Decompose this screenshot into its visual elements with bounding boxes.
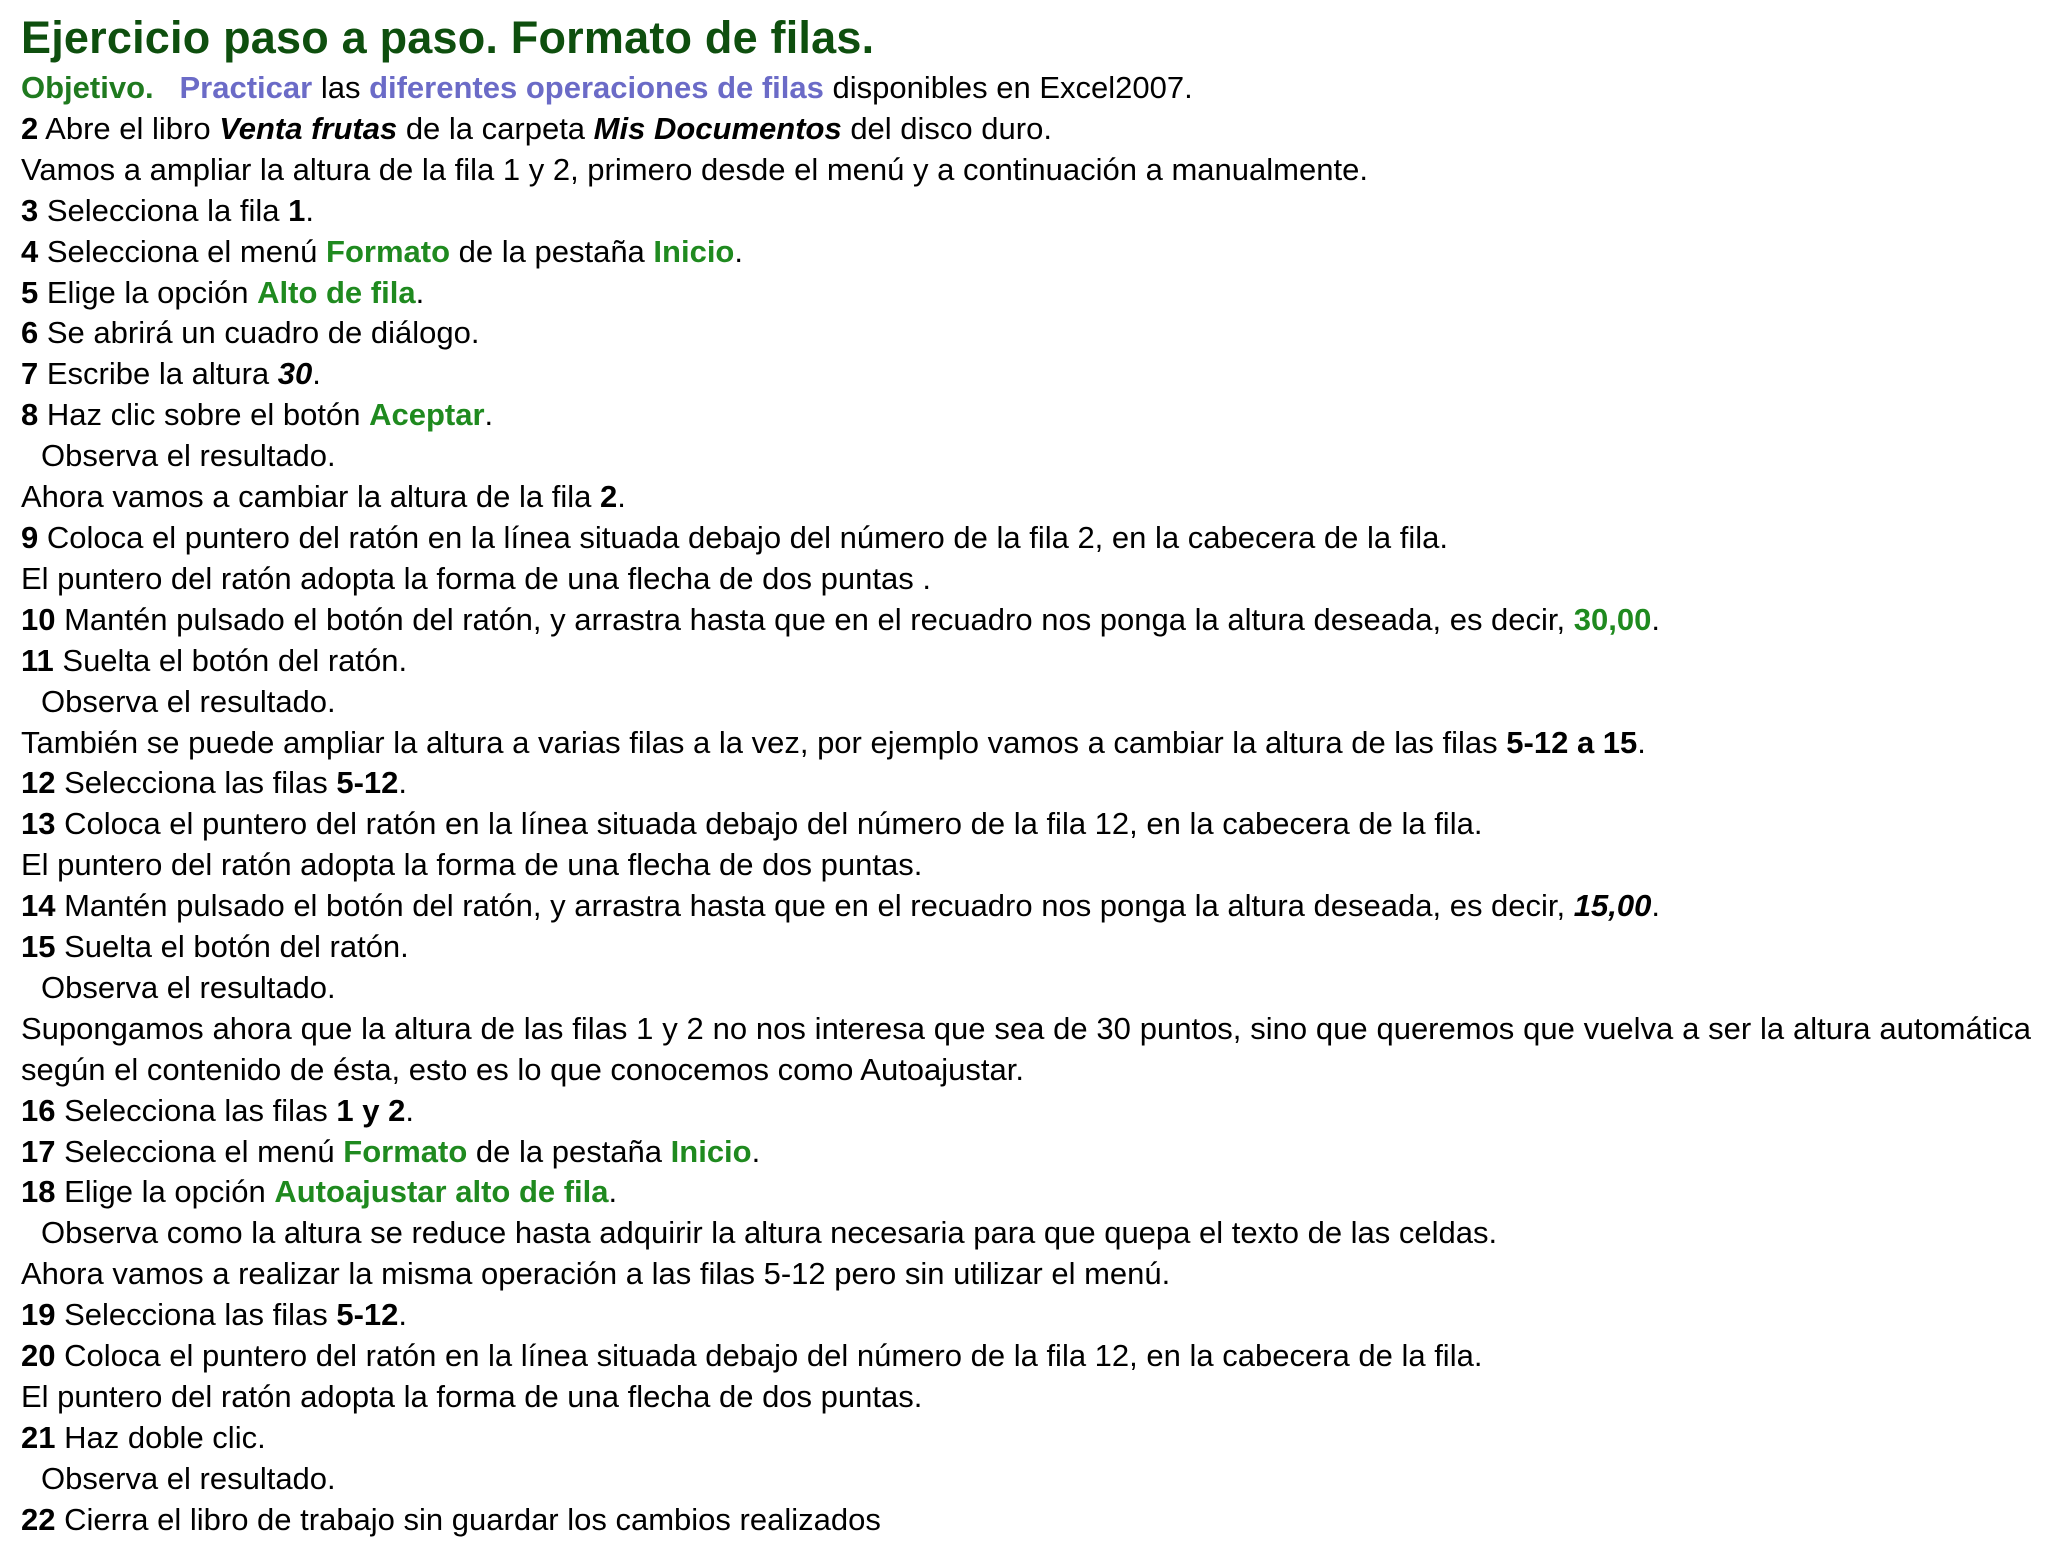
step-number: 18 — [21, 1174, 56, 1210]
step-number: 21 — [21, 1419, 56, 1455]
tab-inicio: Inicio — [670, 1133, 752, 1169]
step-number: 22 — [21, 1501, 56, 1537]
step-number: 14 — [21, 888, 56, 924]
folder-name: Mis Documentos — [593, 110, 842, 146]
intro-4: Supongamos ahora que la altura de las filas 1 y 2 no nos interesa que sea de 30 puntos, sino que queremos que vuelva a ser la altura automática según el contenido de ésta, esto es lo que conocemos como Autoajustar. — [21, 1010, 2031, 1087]
intro-2: Ahora vamos a cambiar la altura de la fila 2. — [21, 479, 626, 515]
step-number: 17 — [21, 1133, 56, 1169]
book-name: Venta frutas — [219, 110, 398, 146]
step-3: 3 Selecciona la fila 1. — [21, 192, 314, 228]
step-number: 10 — [21, 601, 56, 637]
height-value: 30,00 — [1573, 601, 1652, 637]
step-11: 11 Suelta el botón del ratón. — [21, 642, 408, 678]
step-number: 12 — [21, 765, 56, 801]
step-2: 2 Abre el libro Venta frutas de la carpeta Mis Documentos del disco duro. — [21, 110, 1052, 146]
step-number: 7 — [21, 356, 39, 392]
step-number: 9 — [21, 519, 39, 555]
step-4: 4 Selecciona el menú Formato de la pestaña Inicio. — [21, 233, 743, 269]
step-number: 6 — [21, 315, 39, 351]
page-title: Ejercicio paso a paso. Formato de filas. — [21, 12, 875, 63]
objective-topic: diferentes operaciones de filas — [369, 70, 824, 105]
step-17: 17 Selecciona el menú Formato de la pestaña Inicio. — [21, 1133, 761, 1169]
step-8: 8 Haz clic sobre el botón Aceptar. — [21, 397, 494, 433]
tab-inicio: Inicio — [653, 233, 735, 269]
step-number: 8 — [21, 397, 39, 433]
step-number: 5 — [21, 274, 39, 310]
intro-5: Ahora vamos a realizar la misma operación a las filas 5-12 pero sin utilizar el menú. — [21, 1256, 1171, 1292]
step-15: 15 Suelta el botón del ratón. — [21, 929, 409, 965]
step-6: 6 Se abrirá un cuadro de diálogo. — [21, 315, 480, 351]
step-22: 22 Cierra el libro de trabajo sin guardar los cambios realizados — [21, 1501, 881, 1537]
step-10: 10 Mantén pulsado el botón del ratón, y arrastra hasta que en el recuadro nos ponga la altura deseada, es decir, 30,00. — [21, 601, 1660, 637]
step-number: 4 — [21, 233, 39, 269]
option-autoajustar: Autoajustar alto de fila — [274, 1174, 609, 1210]
step-number: 3 — [21, 192, 39, 228]
objective-label: Objetivo. — [21, 70, 154, 105]
step-18: 18 Elige la opción Autoajustar alto de fila. — [21, 1174, 618, 1210]
menu-formato: Formato — [326, 233, 451, 269]
intro-3: También se puede ampliar la altura a varias filas a la vez, por ejemplo vamos a cambiar la altura de las filas 5-12 a 15. — [21, 724, 1646, 760]
step-number: 16 — [21, 1092, 56, 1128]
observe-4: Observa como la altura se reduce hasta adquirir la altura necesaria para que quepa el texto de las celdas. — [41, 1215, 1498, 1251]
objective-line: Objetivo. Practicar las diferentes operaciones de filas disponibles en Excel2007. — [21, 70, 1193, 105]
button-aceptar: Aceptar — [369, 397, 485, 433]
step-number: 11 — [21, 642, 54, 678]
intro-1: Vamos a ampliar la altura de la fila 1 y 2, primero desde el menú y a continuación a manualmente. — [21, 151, 1368, 187]
observe-2: Observa el resultado. — [41, 683, 336, 719]
objective-verb: Practicar — [179, 70, 313, 105]
step-16: 16 Selecciona las filas 1 y 2. — [21, 1092, 414, 1128]
pointer-note-1: El puntero del ratón adopta la forma de una flecha de dos puntas . — [21, 560, 931, 596]
step-13: 13 Coloca el puntero del ratón en la línea situada debajo del número de la fila 12, en la cabecera de la fila. — [21, 806, 1483, 842]
step-7: 7 Escribe la altura 30. — [21, 356, 321, 392]
height-value: 30 — [277, 356, 313, 392]
step-number: 13 — [21, 806, 56, 842]
pointer-note-3: El puntero del ratón adopta la forma de una flecha de dos puntas. — [21, 1379, 923, 1414]
pointer-note-2: El puntero del ratón adopta la forma de una flecha de dos puntas. — [21, 847, 923, 883]
observe-5: Observa el resultado. — [41, 1460, 336, 1496]
observe-1: Observa el resultado. — [41, 438, 336, 474]
menu-formato: Formato — [343, 1133, 468, 1169]
step-21: 21 Haz doble clic. — [21, 1419, 266, 1455]
option-alto-de-fila: Alto de fila — [257, 274, 416, 310]
step-9: 9 Coloca el puntero del ratón en la línea situada debajo del número de la fila 2, en la cabecera de la fila. — [21, 519, 1448, 555]
step-19: 19 Selecciona las filas 5-12. — [21, 1297, 408, 1333]
step-number: 15 — [21, 929, 56, 965]
step-12: 12 Selecciona las filas 5-12. — [21, 765, 408, 801]
step-14: 14 Mantén pulsado el botón del ratón, y arrastra hasta que en el recuadro nos ponga la altura deseada, es decir, 15,00. — [21, 888, 1660, 924]
step-number: 20 — [21, 1338, 56, 1374]
step-20: 20 Coloca el puntero del ratón en la línea situada debajo del número de la fila 12, en la cabecera de la fila. — [21, 1338, 1483, 1374]
document-body — [21, 8, 2031, 1541]
step-number: 2 — [21, 110, 39, 146]
step-number: 19 — [21, 1297, 56, 1333]
observe-3: Observa el resultado. — [41, 969, 336, 1005]
height-value: 15,00 — [1573, 888, 1652, 924]
step-5: 5 Elige la opción Alto de fila. — [21, 274, 425, 310]
